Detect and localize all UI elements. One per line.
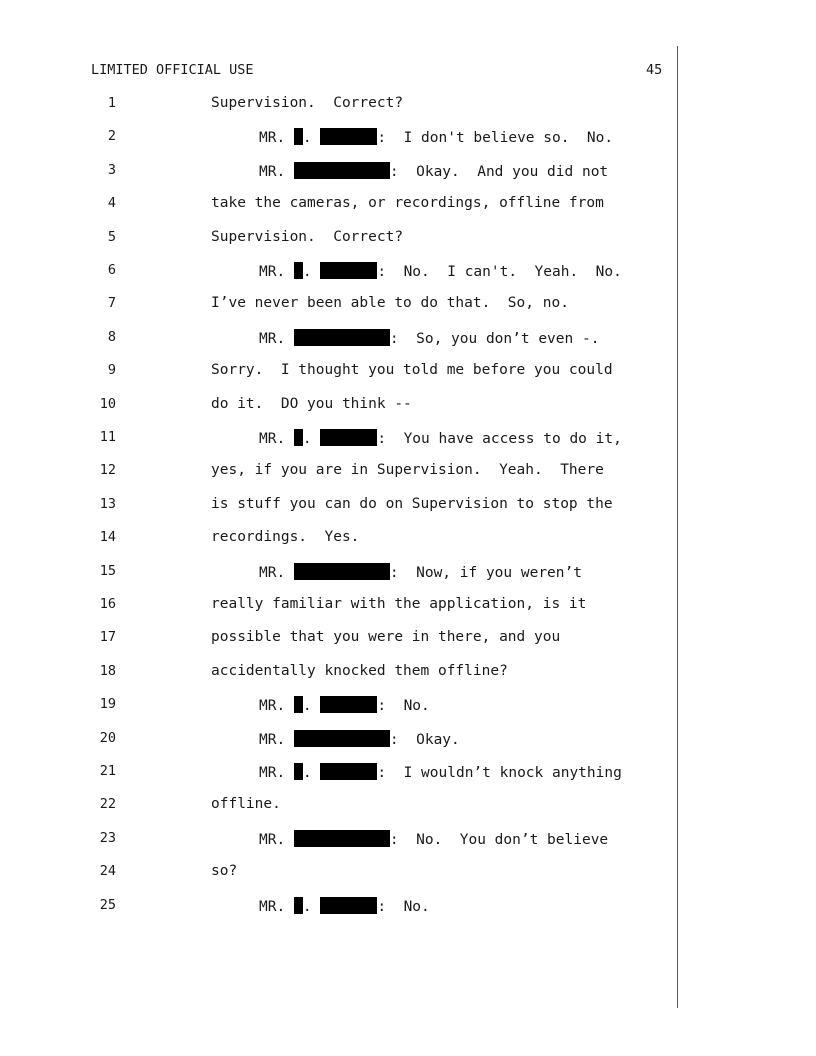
speaker-prefix: MR. xyxy=(259,130,294,146)
line-number: 16 xyxy=(99,596,116,612)
transcript-line xyxy=(0,396,680,416)
name-separator: . xyxy=(302,264,321,280)
transcript-line xyxy=(0,529,680,549)
redaction-box xyxy=(294,897,303,914)
line-number: 17 xyxy=(99,629,116,645)
line-text: accidentally knocked them offline? xyxy=(211,663,508,679)
line-text: really familiar with the application, is it xyxy=(211,596,587,612)
transcript-line xyxy=(0,897,680,917)
redaction-box xyxy=(320,262,377,279)
line-number: 25 xyxy=(99,897,116,913)
transcript-line xyxy=(0,229,680,249)
line-number: 4 xyxy=(107,195,116,211)
line-number: 15 xyxy=(99,563,116,579)
page-number: 45 xyxy=(646,62,663,78)
spoken-text: : I wouldn’t knock anything xyxy=(377,765,622,781)
examiner-line xyxy=(259,563,582,581)
classification-header: LIMITED OFFICIAL USE xyxy=(91,62,254,78)
line-text: yes, if you are in Supervision. Yeah. There xyxy=(211,462,604,478)
redaction-box xyxy=(320,429,377,446)
line-text: Supervision. Correct? xyxy=(211,229,404,245)
speaker-prefix: MR. xyxy=(259,431,294,447)
redaction-box xyxy=(320,897,377,914)
line-number: 5 xyxy=(107,229,116,245)
line-number: 12 xyxy=(99,462,116,478)
line-number: 1 xyxy=(107,95,116,111)
redaction-box xyxy=(294,128,303,145)
line-number: 23 xyxy=(99,830,116,846)
line-text: Sorry. I thought you told me before you could xyxy=(211,362,613,378)
transcript-line xyxy=(0,262,680,282)
spoken-text: : No. xyxy=(377,899,430,915)
line-number: 24 xyxy=(99,863,116,879)
transcript-line xyxy=(0,128,680,148)
transcript-line xyxy=(0,730,680,750)
redaction-box xyxy=(294,262,303,279)
spoken-text: : No. I can't. Yeah. No. xyxy=(377,264,622,280)
examiner-line xyxy=(259,329,599,347)
spoken-text: : Okay. xyxy=(389,732,460,748)
name-separator: . xyxy=(302,698,321,714)
speaker-prefix: MR. xyxy=(259,331,294,347)
line-number: 7 xyxy=(107,295,116,311)
line-number: 20 xyxy=(99,730,116,746)
transcript-line xyxy=(0,830,680,850)
transcript-line xyxy=(0,95,680,115)
line-text: possible that you were in there, and you xyxy=(211,629,561,645)
witness-line xyxy=(259,696,430,714)
transcript-line xyxy=(0,696,680,716)
line-number: 18 xyxy=(99,663,116,679)
transcript-line xyxy=(0,329,680,349)
line-text: I’ve never been able to do that. So, no. xyxy=(211,295,569,311)
spoken-text: : Now, if you weren’t xyxy=(389,565,582,581)
line-number: 8 xyxy=(107,329,116,345)
transcript-line xyxy=(0,462,680,482)
name-separator: . xyxy=(302,130,321,146)
name-separator: . xyxy=(302,765,321,781)
examiner-line xyxy=(259,162,608,180)
transcript-line xyxy=(0,162,680,182)
witness-line xyxy=(259,763,622,781)
spoken-text: : So, you don’t even -. xyxy=(389,331,600,347)
redaction-box xyxy=(294,696,303,713)
redaction-box xyxy=(320,696,377,713)
line-text: offline. xyxy=(211,796,281,812)
transcript-line xyxy=(0,496,680,516)
line-text: do it. DO you think -- xyxy=(211,396,412,412)
redaction-box xyxy=(294,563,390,580)
line-text: take the cameras, or recordings, offline from xyxy=(211,195,604,211)
name-separator: . xyxy=(302,899,321,915)
transcript-line xyxy=(0,629,680,649)
witness-line xyxy=(259,262,622,280)
speaker-prefix: MR. xyxy=(259,264,294,280)
witness-line xyxy=(259,897,430,915)
line-text: so? xyxy=(211,863,238,879)
line-number: 14 xyxy=(99,529,116,545)
speaker-prefix: MR. xyxy=(259,899,294,915)
redaction-box xyxy=(294,329,390,346)
transcript-line xyxy=(0,596,680,616)
speaker-prefix: MR. xyxy=(259,832,294,848)
redaction-box xyxy=(320,128,377,145)
line-text: recordings. Yes. xyxy=(211,529,360,545)
speaker-prefix: MR. xyxy=(259,565,294,581)
transcript-line xyxy=(0,763,680,783)
line-number: 19 xyxy=(99,696,116,712)
transcript-line xyxy=(0,563,680,583)
line-number: 22 xyxy=(99,796,116,812)
witness-line xyxy=(259,429,622,447)
spoken-text: : You have access to do it, xyxy=(377,431,622,447)
transcript-line xyxy=(0,295,680,315)
line-number: 13 xyxy=(99,496,116,512)
transcript-line xyxy=(0,429,680,449)
speaker-prefix: MR. xyxy=(259,765,294,781)
line-number: 11 xyxy=(99,429,116,445)
examiner-line xyxy=(259,730,460,748)
transcript-line xyxy=(0,863,680,883)
line-number: 6 xyxy=(107,262,116,278)
line-text: is stuff you can do on Supervision to stop the xyxy=(211,496,613,512)
line-number: 3 xyxy=(107,162,116,178)
redaction-box xyxy=(294,763,303,780)
speaker-prefix: MR. xyxy=(259,164,294,180)
transcript-line xyxy=(0,663,680,683)
line-number: 21 xyxy=(99,763,116,779)
redaction-box xyxy=(294,830,390,847)
spoken-text: : No. You don’t believe xyxy=(389,832,609,848)
speaker-prefix: MR. xyxy=(259,698,294,714)
witness-line xyxy=(259,128,613,146)
line-text: Supervision. Correct? xyxy=(211,95,404,111)
redaction-box xyxy=(294,730,390,747)
redaction-box xyxy=(320,763,377,780)
line-number: 9 xyxy=(107,362,116,378)
line-number: 10 xyxy=(99,396,116,412)
redaction-box xyxy=(294,429,303,446)
transcript-line xyxy=(0,195,680,215)
transcript-line xyxy=(0,362,680,382)
line-number: 2 xyxy=(107,128,116,144)
spoken-text: : I don't believe so. No. xyxy=(377,130,614,146)
redaction-box xyxy=(294,162,390,179)
name-separator: . xyxy=(302,431,321,447)
transcript-line xyxy=(0,796,680,816)
speaker-prefix: MR. xyxy=(259,732,294,748)
spoken-text: : No. xyxy=(377,698,430,714)
examiner-line xyxy=(259,830,608,848)
spoken-text: : Okay. And you did not xyxy=(389,164,609,180)
